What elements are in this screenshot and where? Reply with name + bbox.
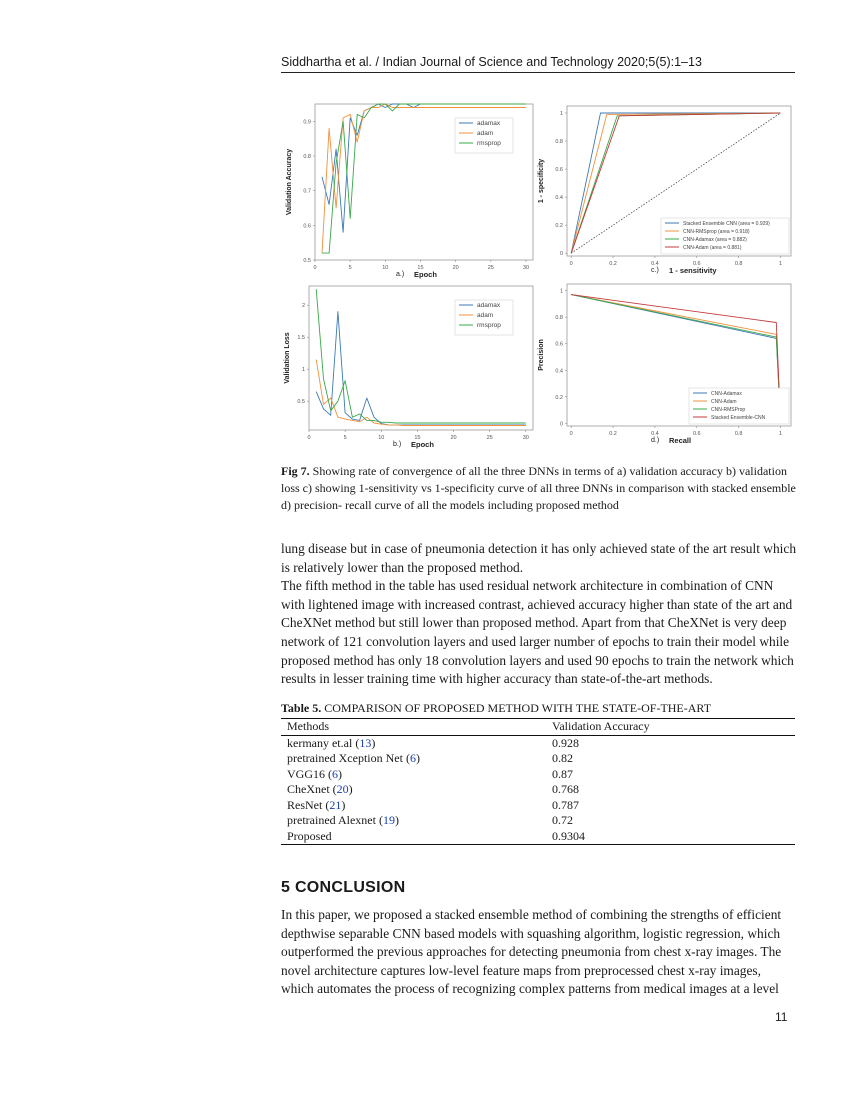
x-tick-label: 1 [779,261,783,267]
x-tick-label: 0.6 [692,261,701,267]
citation-link[interactable]: 6 [409,751,416,765]
x-tick-label: 10 [378,435,385,441]
x-tick-label: 0 [569,261,573,267]
accuracy-cell: 0.768 [552,782,579,796]
y-tick-label: 0.6 [555,341,563,348]
x-tick-label: 0.6 [692,431,701,437]
body-text [281,540,797,689]
y-tick-label: 1.5 [297,335,305,342]
y-tick-label: 0.9 [303,119,311,126]
y-axis-label: Validation Accuracy [286,148,293,216]
method-cell: kermany et.al (13) [287,735,376,750]
y-tick-label: 1 [301,367,305,374]
x-tick-label: 0 [313,265,317,271]
x-tick-label: 0 [307,435,311,441]
method-cell: CheXnet (20) [287,782,353,796]
panel-label: c.) [651,267,659,274]
table-caption-text: COMPARISON OF PROPOSED METHOD WITH THE STATE-OF-THE-ART [324,701,712,715]
method-cell: pretrained Alexnet (19) [287,813,399,827]
paragraph: The fifth method in the table has used residual network architecture in combination of CNN with lightened image with increased contrast, achieved accuracy higher than state of the art and CheXNet method but still lower than proposed method. Apart from that CheXNet is very deep network of 121 convolution layers and used larger number of epochs to train their model while proposed method has only 18 convolution layers and used 90 epochs to train the network which results in lesser training time with higher accuracy than state-of-the-art methods. [281,578,794,687]
page-number: 11 [775,1010,788,1024]
figure-caption [281,463,797,514]
method-name: Proposed [287,828,332,843]
x-axis-label: Recall [669,436,692,445]
x-tick-label: 30 [522,265,530,271]
figure-caption-text: Showing rate of convergence of all the three DNNs in terms of a) validation accuracy b) validation loss c) showing 1-sensitivity vs 1-specificity curve of all three DNNs in comparison with stacked ensemble d) precision- recall curve of all the models including proposed method [281,464,796,512]
legend-label: CNN-Adam [711,399,737,405]
table-caption [281,701,795,716]
legend-label: Stacked Ensemble-CNN [711,415,766,421]
section-title: 5 CONCLUSION [281,879,406,896]
running-header: Siddhartha et al. / Indian Journal of Science and Technology 2020;5(5):1–13 [281,55,702,69]
accuracy-cell: 0.72 [552,813,573,827]
table-caption-label: Table 5. [281,701,322,715]
legend-label: CNN-Adamax (area = 0.882) [683,237,747,243]
x-tick-label: 5 [348,265,352,271]
legend-label: rmsprop [477,322,501,329]
legend-label: CNN-RMSProp [711,407,746,413]
panel-label: d.) [651,437,660,444]
panel-label: a.) [396,271,405,278]
method-cell [281,829,546,845]
table-row [281,829,795,845]
method-cell: VGG16 (6) [287,766,342,781]
y-tick-label: 0.6 [303,223,311,230]
table-header-row [281,719,795,736]
chart-b [283,280,538,452]
paragraph: lung disease but in case of pneumonia detection it has only achieved state of the art result which is relatively lower than the proposed method. [281,541,797,575]
method-cell: ResNet (21) [287,797,346,812]
table-row [281,782,795,798]
x-tick-label: 0.8 [734,261,743,267]
chart-panel-a [283,100,538,280]
citation-link[interactable]: 20 [336,782,349,796]
legend-label: adam [477,130,494,137]
accuracy-cell: 0.87 [552,766,573,781]
y-tick-label: 0.5 [303,258,311,264]
method-name: kermany et.al [287,735,353,750]
legend-label: Stacked Ensemble CNN (area = 0.929) [683,221,770,227]
legend-label: CNN-Adam (area = 0.881) [683,245,742,251]
x-tick-label: 0.2 [609,431,617,437]
accuracy-cell: 0.9304 [552,828,585,843]
figure-caption-label: Fig 7. [281,464,310,478]
y-tick-label: 0.6 [555,167,563,174]
chart-panel-d [537,280,795,452]
y-axis-label: 1 - specificity [538,158,545,204]
chart-a [283,100,538,280]
table-row [281,798,795,814]
accuracy-cell: 0.928 [552,735,579,750]
y-tick-label: 0.2 [555,223,563,230]
chart-d [537,280,795,452]
y-tick-label: 1 [559,288,563,295]
method-name: ResNet [287,797,323,812]
x-tick-label: 0.2 [609,261,617,267]
x-tick-label: 15 [414,435,421,441]
y-tick-label: 0.8 [555,315,563,322]
accuracy-cell: 0.787 [552,797,579,812]
chart-c [537,100,795,280]
table-row [281,767,795,783]
x-tick-label: 0 [569,431,573,437]
legend-label: CNN-RMSprop (area = 0.918) [683,229,750,235]
x-tick-label: 25 [486,435,493,441]
citation-link[interactable]: 6 [332,766,338,781]
table-row [281,813,795,829]
x-tick-label: 10 [382,265,389,271]
method-name: pretrained Xception Net [287,751,403,765]
method-name: VGG16 [287,766,325,781]
citation-link[interactable]: 13 [359,735,372,750]
legend-label: adamax [477,302,501,309]
accuracy-cell: 0.82 [552,751,573,765]
y-tick-label: 0.4 [555,368,563,375]
table-row [281,751,795,767]
citation-link[interactable]: 19 [382,813,395,827]
x-axis-label: Epoch [414,270,437,279]
y-tick-label: 2 [301,303,305,310]
method-name: CheXnet [287,782,330,796]
x-tick-label: 15 [417,265,424,271]
y-tick-label: 0.4 [555,195,563,202]
comparison-table-block [281,701,795,845]
x-tick-label: 0.4 [651,431,659,437]
chart-panel-c [537,100,795,280]
chart-panel-b [283,280,538,452]
table-row [281,735,795,751]
paragraph: In this paper, we proposed a stacked ensemble method of combining the strengths of efficient depthwise separable CNN based models with squashing algorithm, logistic regression, which outperformed the previous approaches for detecting pneumonia from chest x-ray images. The novel architecture captures low-level feature maps from preprocessed chest x-ray images, which automates the process of recognizing complex patterns from medical images at a level [281,907,782,997]
x-tick-label: 0.8 [734,431,743,437]
y-tick-label: 1 [559,111,563,118]
x-tick-label: 0.4 [651,261,659,267]
y-tick-label: 0.8 [303,154,311,160]
y-tick-label: 0 [559,251,563,258]
comparison-table [281,718,795,845]
x-tick-label: 25 [487,265,494,271]
y-tick-label: 0.7 [303,188,311,195]
panel-label: b.) [393,441,402,448]
x-axis-label: 1 - sensitivity [669,266,717,275]
x-tick-label: 5 [343,435,347,441]
y-axis-label: Precision [538,339,545,371]
column-header: Methods [287,719,329,733]
y-tick-label: 0 [559,421,563,428]
citation-link[interactable]: 21 [329,797,342,812]
x-tick-label: 30 [522,435,529,441]
legend-label: CNN-Adamax [711,391,742,397]
legend-label: adamax [477,120,501,127]
legend-label: adam [477,312,494,319]
x-tick-label: 20 [450,435,457,441]
method-name: pretrained Alexnet [287,813,376,827]
x-tick-label: 1 [779,431,783,437]
legend-label: rmsprop [477,140,501,147]
header-rule [281,72,795,73]
column-header: Validation Accuracy [552,719,650,733]
y-axis-label: Validation Loss [284,332,291,384]
method-cell: pretrained Xception Net (6) [287,751,420,765]
conclusion-text [281,906,797,999]
y-tick-label: 0.5 [297,399,305,406]
x-axis-label: Epoch [411,440,434,449]
y-tick-label: 0.2 [555,394,563,401]
y-tick-label: 0.8 [555,139,563,146]
x-tick-label: 20 [452,265,459,271]
